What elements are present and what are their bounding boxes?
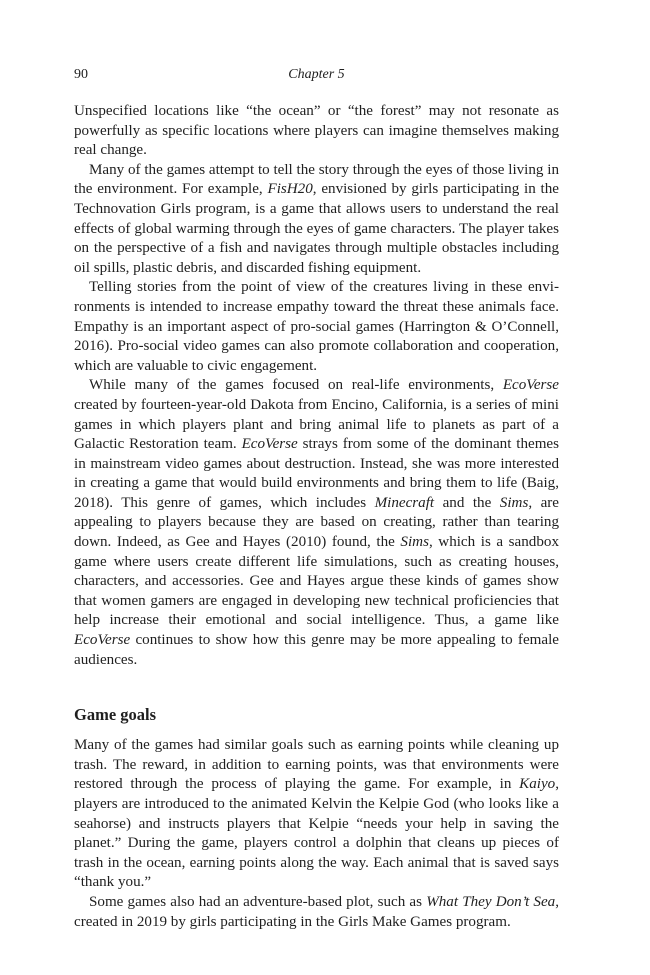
italic-title-text: EcoVerse: [74, 632, 131, 649]
paragraph-text: Telling stories from the point of view of the creatures living in these environments is intended to increase empathy toward the threat these animals face. Empathy is an important aspect of pro-social games (Harrington & O’Connell, 2016). Pro-social video games can also promote collaboration and cooperation, which are valuable to civic engagement.: [74, 279, 559, 374]
paragraph-text: , which is a sandbox game where users create different life simulations, such as creating houses, characters, and accessories. Gee and Hayes argue these kinds of games show that women gamers are engaged in developing new technical proficiencies that help increase their emotional and social intelligence. Thus, a game like: [74, 534, 559, 629]
italic-title-text: Kaiyo: [519, 776, 556, 793]
page-number: 90: [74, 67, 88, 82]
paragraph: [74, 376, 559, 670]
italic-title-text: Sims: [400, 534, 429, 551]
italic-title-text: EcoVerse: [241, 436, 298, 453]
paragraph-text: Many of the games attempt to tell the story through the eyes of those living in the environment. For example,: [74, 161, 559, 198]
paragraph: [74, 278, 559, 376]
italic-title-text: EcoVerse: [502, 377, 559, 394]
paragraph: [74, 893, 559, 932]
italic-title-text: What They Don’t Sea: [426, 893, 556, 910]
paragraph: [74, 736, 559, 893]
paragraph-text: continues to show how this genre may be more appealing to female audiences.: [74, 632, 559, 668]
paragraph-text: While many of the games focused on real-life environments,: [89, 377, 503, 394]
paragraph: [74, 161, 559, 279]
paragraph-text: , are appealing to players because they are based on creating, rather than tearing down. Indeed, as Gee and Hayes (2010) found, the: [74, 494, 559, 551]
paragraph-text: created by fourteen-year-old Dakota from Encino, California, is a series of mini games in which players plant and bring animal life to planets as part of a Galactic Restoration team.: [74, 396, 559, 453]
paragraph-text: Many of the games had similar goals such as earning points while cleaning up trash. The reward, in addition to earning points, was that environments were restored through the process of playing the game. For example, in: [74, 737, 559, 793]
paragraph: [74, 102, 559, 161]
italic-title-text: Minecraft: [374, 494, 435, 511]
paragraph-text: , envisioned by girls participating in the Technovation Girls program, is a game that allows users to understand the real effects of global warming through the eyes of game characters. The player takes on the perspective of a fish and navigates through multiple obstacles including oil spills, plastic debris, and discarded fishing equipment.: [74, 181, 559, 276]
paragraph-text: , created in 2019 by girls participating in the Girls Make Games program.: [74, 893, 559, 930]
paragraph-text: strays from some of the dominant themes in mainstream video games about destruction. Instead, she was more interested in creating a game that would build environments and bring them to life (Baig, 2018). This genre of games, which includes: [74, 436, 560, 511]
section-heading: Game goals: [74, 705, 157, 725]
paragraph-text: , players are introduced to the animated Kelvin the Kelpie God (who looks like a seahorse) and instructs players that Kelpie “needs your help in saving the planet.” During the game, players control a dolphin that cleans up pieces of trash in the ocean, earning points along the way. Each animal that is saved says “thank you.”: [74, 776, 559, 891]
paragraph-text: Some games also had an adventure-based plot, such as: [89, 893, 427, 910]
italic-title-text: Sims: [499, 494, 529, 511]
italic-title-text: FisH20: [267, 181, 313, 198]
running-head: [74, 64, 559, 86]
chapter-title: Chapter 5: [288, 67, 345, 82]
book-page: [74, 64, 559, 932]
paragraph-text: Unspecified locations like “the ocean” or “the forest” may not resonate as powerfully as specific locations where players can imagine themselves making real change.: [74, 103, 559, 159]
paragraph-text: and the: [434, 494, 500, 511]
